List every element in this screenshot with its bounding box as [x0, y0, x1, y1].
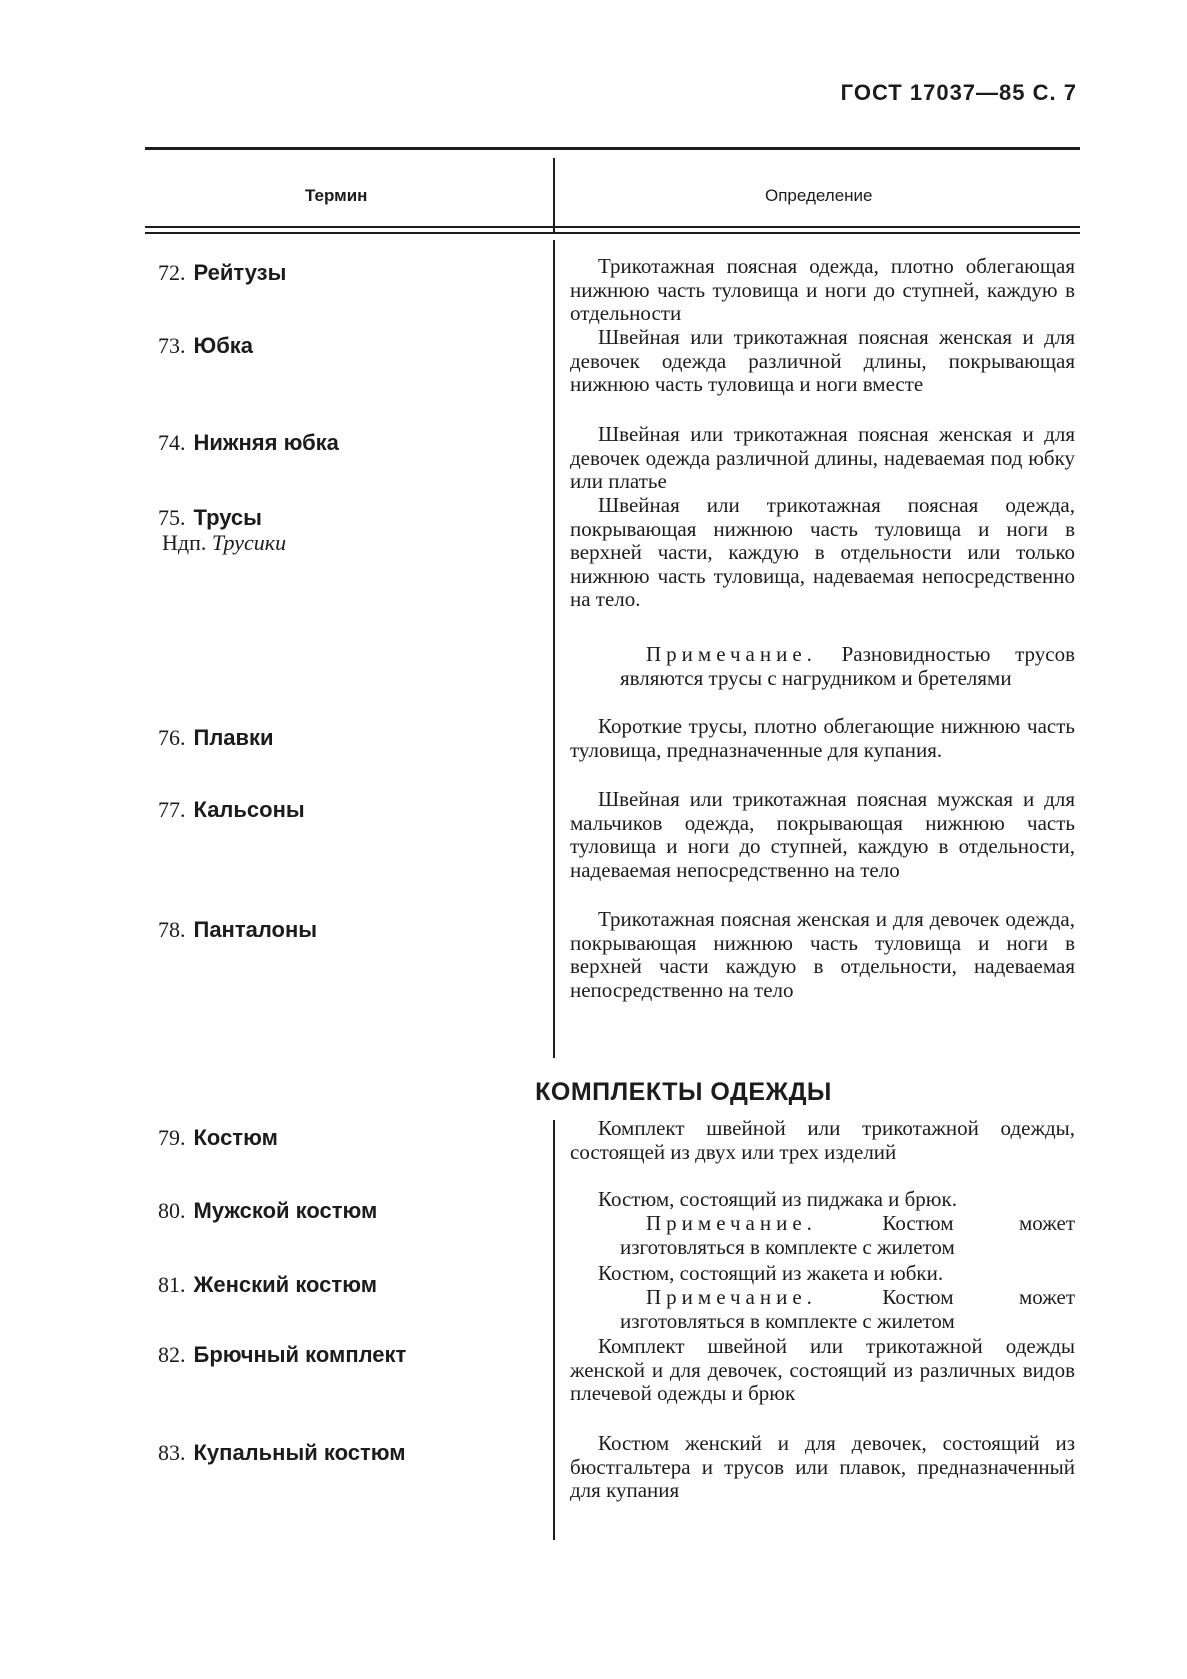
definition-73: Швейная или трикотажная поясная женская и для девочек одежда различной длины, покрывающая нижнюю часть туловища и ноги вместе [570, 325, 1075, 396]
term-76: 76. Плавки [158, 725, 274, 750]
definition-81: Костюм, состоящий из жакета и юбки. [598, 1261, 944, 1285]
term-77: 77. Кальсоны [158, 797, 305, 822]
column-header-terms: Термин [305, 186, 368, 205]
term-75: 75. Трусы [158, 505, 262, 530]
column-divider-1 [553, 240, 555, 1058]
column-divider-2 [553, 1120, 555, 1540]
definition-72: Трикотажная поясная одежда, плотно облегающая нижнюю часть туловища и ноги до ступней, каждую в отдельности [570, 254, 1075, 325]
term-79: 79. Костюм [158, 1125, 278, 1150]
definition-76: Короткие трусы, плотно облегающие нижнюю часть туловища, предназначенные для купания. [570, 714, 1075, 762]
definition-80: Костюм, состоящий из пиджака и брюк. [598, 1187, 957, 1211]
definition-78: Трикотажная поясная женская и для девочек одежда, покрывающая нижнюю часть туловища и ноги в верхней части каждую в отдельности, надеваемая непосредственно на тело [570, 907, 1075, 1002]
note-80: Примечание. Костюм может изготовляться в комплекте с жилетом [620, 1211, 1075, 1259]
definition-77: Швейная или трикотажная поясная мужская и для мальчиков одежда, покрывающая нижнюю часть туловища и ноги до ступней, каждую в отдельности, надеваемая непосредственно на тело [570, 787, 1075, 882]
page-number: С. 7 [1032, 80, 1077, 105]
note-75: Примечание. Разновидностью трусов являются трусы с нагрудником и бретелями [620, 642, 1075, 690]
term-80: 80. Мужской костюм [158, 1198, 378, 1223]
term-81: 81. Женский костюм [158, 1272, 377, 1297]
definition-79: Комплект швейной или трикотажной одежды, состоящей из двух или трех изделий [570, 1116, 1075, 1164]
header-double-rule-1 [145, 226, 1080, 228]
definition-83: Костюм женский и для девочек, состоящий из бюстгальтера и трусов или плавок, предназначенный для купания [570, 1431, 1075, 1502]
column-header-definition: Определение [765, 186, 873, 205]
term-78: 78. Панталоны [158, 917, 318, 942]
definition-74: Швейная или трикотажная поясная женская и для девочек одежда различной длины, надеваемая под юбку или платье [570, 422, 1075, 493]
page-header [841, 80, 1077, 106]
term-74: 74. Нижняя юбка [158, 430, 339, 455]
table-top-rule [145, 147, 1080, 150]
definition-82: Комплект швейной или трикотажной одежды женской и для девочек, состоящий из различных видов плечевой одежды и брюк [570, 1334, 1075, 1405]
header-double-rule-2 [145, 232, 1080, 234]
term-73: 73. Юбка [158, 333, 254, 358]
header-column-divider [553, 158, 555, 232]
deprecated-synonym-75: Ндп. Трусики [162, 530, 287, 555]
term-72: 72. Рейтузы [158, 260, 287, 285]
definition-75: Швейная или трикотажная поясная одежда, покрывающая нижнюю часть туловища и ноги в верхней части, каждую в отдельности или только нижнюю часть туловища, надеваемая непосредственно на тело. [570, 493, 1075, 611]
term-82: 82. Брючный комплект [158, 1342, 407, 1367]
term-83: 83. Купальный костюм [158, 1440, 406, 1465]
section-title: КОМПЛЕКТЫ ОДЕЖДЫ [535, 1078, 832, 1106]
note-81: Примечание. Костюм может изготовляться в комплекте с жилетом [620, 1285, 1075, 1333]
standard-number: ГОСТ 17037—85 [840, 80, 1026, 105]
